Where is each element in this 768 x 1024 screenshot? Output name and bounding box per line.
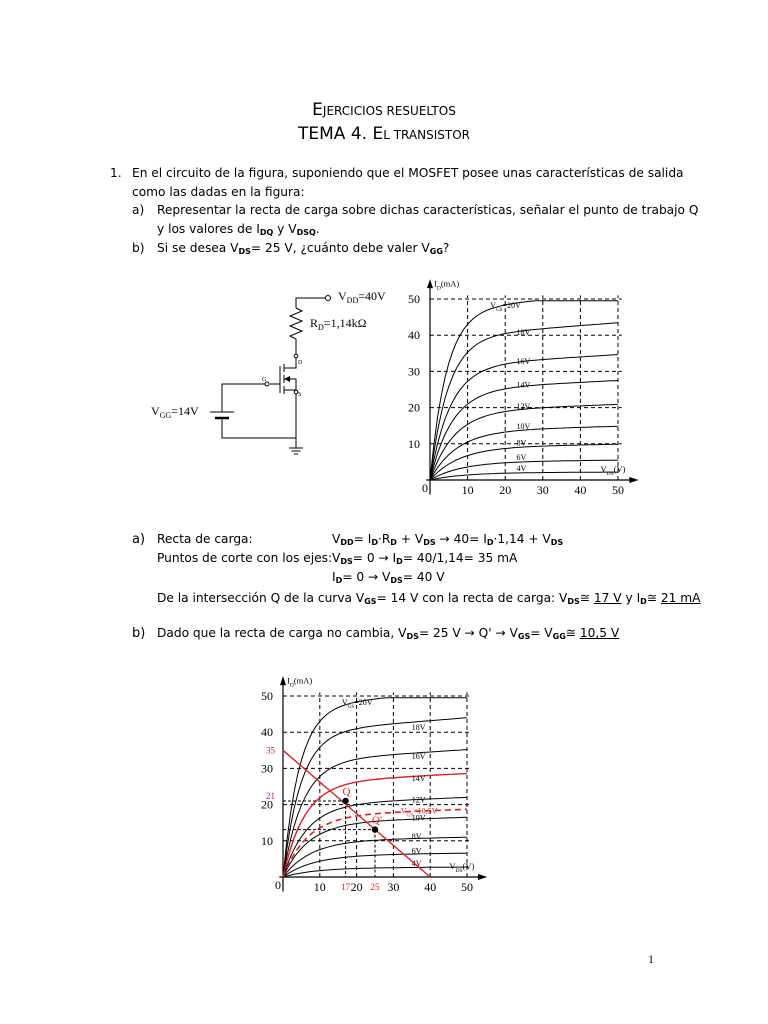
exercise-line-2: como las dadas en la figura: — [132, 185, 305, 199]
exercise-a-line-1: Representar la recta de carga sobre dichas características, señalar el punto de trabajo Q — [157, 203, 699, 217]
exercise-line-1: En el circuito de la figura, suponiendo que el MOSFET posee unas características de salida — [132, 166, 684, 180]
x-axis-title: $V_{DS}(V)$ — [449, 861, 475, 875]
x-tick-label: 10 — [461, 483, 474, 497]
x-annotation-17: 17 — [341, 882, 351, 892]
exercise-a-label: a) — [132, 203, 145, 217]
cut1-part: DS — [340, 557, 353, 566]
y-annotation-21: 21 — [266, 790, 275, 801]
equation-part: = I — [353, 532, 372, 546]
origin-label: 0 — [422, 481, 428, 495]
equation-part: DS — [550, 538, 564, 547]
operating-point-label: Q' — [372, 814, 382, 827]
gate-label: G — [262, 377, 267, 383]
operating-point-label: Q — [342, 785, 351, 798]
equation-part: ·R — [377, 532, 391, 546]
document-title: EJERCICIOS RESUELTOS — [312, 100, 456, 120]
x-axis-arrow — [478, 874, 487, 880]
y-tick-label: 50 — [408, 292, 420, 306]
y-tick-label: 20 — [261, 797, 273, 812]
cut1-part: = 0 → I — [352, 551, 397, 565]
y-axis-title: $I_D(mA)$ — [434, 278, 460, 292]
source-label: S — [298, 392, 302, 398]
curve-label: 8V — [516, 438, 527, 448]
curve-label: 4V — [411, 858, 422, 868]
x-tick-label: 20 — [350, 880, 363, 894]
y-axis-title: $I_D(mA)$ — [287, 675, 313, 689]
cut1-part: V — [332, 551, 341, 565]
y-tick-label: 10 — [261, 833, 273, 848]
curve-label: $V_{GS}=20V$ — [341, 697, 373, 710]
curve-label: 18V — [411, 723, 426, 733]
x-tick-label: 50 — [612, 483, 624, 497]
exercise-number: 1. — [110, 166, 122, 180]
curve-label: 10V — [516, 422, 531, 432]
curve-label: 6V — [516, 452, 527, 462]
document-subtitle: TEMA 4. EL TRANSISTOR — [298, 124, 470, 144]
x-tick-label: 30 — [387, 880, 400, 894]
curve-label: $V_{GS}=20V$ — [490, 300, 521, 313]
x-tick-label: 50 — [461, 880, 473, 894]
vgg-label: $V_{GG}=14V$ — [151, 404, 199, 420]
y-axis-arrow — [280, 676, 286, 685]
cut2-part: = 40 V — [402, 570, 445, 584]
curve-label: 18V — [516, 328, 531, 338]
curve-label: 12V — [411, 795, 426, 805]
cut1-part: = 40/1,14= 35 mA — [402, 551, 518, 565]
equation-part: ·1,14 + V — [493, 532, 551, 546]
x-tick-label: 40 — [424, 880, 437, 894]
y-tick-label: 30 — [261, 761, 273, 776]
intersection-text: De la intersección Q de la curva $V_{GS}= 14$ V con la recta de carga: $V_{DS}≅$ 17 V y $I_D≅$ 21 mA — [157, 591, 701, 606]
y-tick-label: 20 — [408, 400, 420, 415]
exercise-b-label: b) — [132, 241, 145, 255]
cut2-part: DS — [390, 576, 403, 585]
y-tick-label: 40 — [261, 725, 273, 740]
curve-label: 10V — [411, 813, 426, 823]
solution-a-label: a) — [132, 532, 146, 547]
curve-label: 6V — [411, 846, 422, 856]
curve-label: 16V — [411, 752, 426, 762]
exercise-b-text: Si se desea $V_{DS}= 25$ V, ¿cuánto debe valer $V_{GG}$? — [157, 241, 450, 256]
operating-point — [342, 798, 348, 804]
vdd-label: $V_{DD}=40V$ — [338, 289, 386, 305]
page-number: 1 — [648, 952, 654, 966]
exercise-a-line-2: y los valores de $I_{DQ}$ y $V_{DSQ}$. — [157, 222, 320, 237]
solution-a-title: Recta de carga: — [157, 532, 253, 546]
cut2-part: D — [335, 576, 343, 585]
x-tick-label: 10 — [313, 880, 326, 894]
x-tick-label: 20 — [499, 483, 512, 497]
y-tick-label: 50 — [261, 689, 273, 703]
operating-point — [372, 826, 378, 832]
curve-label: 14V — [411, 773, 426, 783]
origin-label: 0 — [275, 878, 281, 892]
curve-label: 14V — [516, 380, 531, 390]
x-axis-title: $V_{DS}(V)$ — [600, 464, 626, 478]
equation-part: D — [371, 538, 378, 547]
equation-part: DS — [423, 538, 436, 547]
equation-part: DD — [340, 538, 354, 547]
curve-label: 8V — [411, 831, 422, 841]
cuts-label: Puntos de corte con los ejes: — [157, 551, 333, 565]
y-tick-label: 10 — [408, 436, 420, 451]
cut2-part: = 0 → V — [342, 570, 391, 584]
x-tick-label: 30 — [536, 483, 549, 497]
curve-label: 4V — [516, 463, 527, 473]
solution-b-text: Dado que la recta de carga no cambia, $V_{DS}= 25$ $V \to Q' \to V_{GS}=$ $V_{GG}≅$ 10,5 V — [157, 626, 620, 641]
equation-part: V — [332, 532, 341, 546]
rd-label: $R_D=1,14k\Omega$ — [310, 316, 367, 332]
cut1-part: D — [396, 557, 403, 566]
equation-part: + V — [396, 532, 424, 546]
equation-part: D — [486, 538, 494, 547]
x-tick-label: 40 — [574, 483, 587, 497]
dashed-curve-label: $V_{GS}=10,5V$ — [400, 806, 438, 819]
curve-label: 12V — [516, 402, 531, 412]
y-tick-label: 40 — [408, 328, 420, 343]
equation-part: → 40= I — [435, 532, 487, 546]
curve-label: 16V — [516, 356, 531, 366]
x-annotation-25: 25 — [370, 882, 380, 892]
cut2-part: I — [332, 570, 336, 584]
drain-label: D — [298, 360, 303, 366]
solution-b-label: b) — [132, 626, 146, 641]
equation-part: D — [390, 538, 397, 547]
y-tick-label: 30 — [408, 364, 420, 379]
y-annotation-35: 35 — [266, 745, 275, 756]
